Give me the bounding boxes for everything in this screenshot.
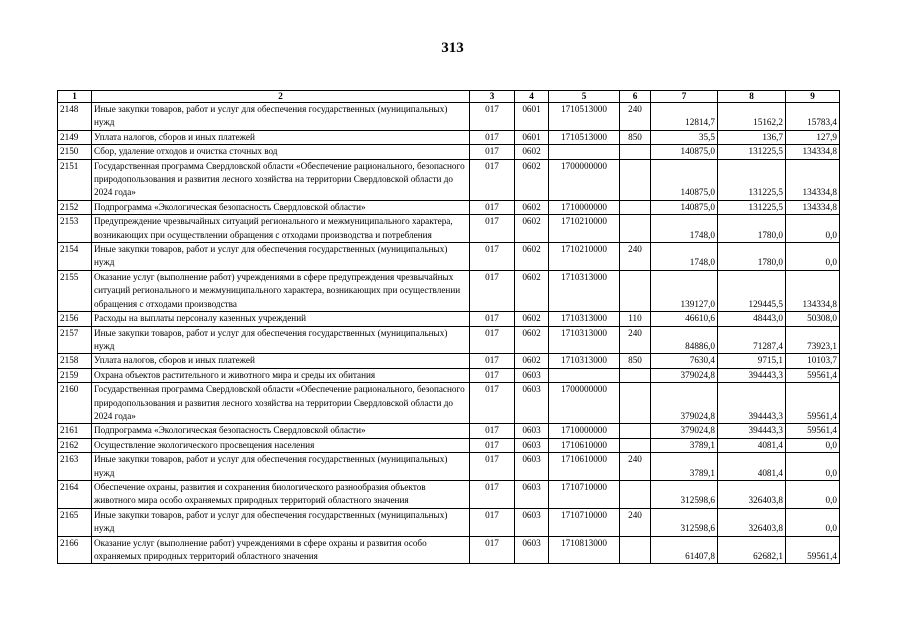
ministry-code-cell: 017 (470, 354, 515, 368)
row-number-cell: 2152 (58, 200, 92, 214)
amount-cell: 379024,8 (651, 368, 718, 382)
amount-cell: 134334,8 (786, 145, 840, 159)
section-code-cell: 0601 (515, 103, 549, 131)
target-article-cell: 1710513000 (549, 130, 620, 144)
amount-cell: 9715,1 (718, 354, 786, 368)
section-code-cell: 0603 (515, 424, 549, 438)
expense-type-cell (620, 159, 651, 200)
target-article-cell: 1710210000 (549, 215, 620, 243)
amount-cell: 73923,1 (786, 326, 840, 354)
row-description-cell: Оказание услуг (выполнение работ) учреждениями в сфере предупреждения чрезвычайных ситуаций регионального и межмуниципального характера, возникающих при осуществлении обращения с отходами производства (92, 270, 470, 311)
amount-cell: 35,5 (651, 130, 718, 144)
amount-cell: 131225,5 (718, 200, 786, 214)
row-description-cell: Иные закупки товаров, работ и услуг для обеспечения государственных (муниципальных) нужд (92, 326, 470, 354)
row-description-cell: Охрана объектов растительного и животного мира и среды их обитания (92, 368, 470, 382)
amount-cell: 7630,4 (651, 354, 718, 368)
ministry-code-cell: 017 (470, 200, 515, 214)
amount-cell: 0,0 (786, 243, 840, 271)
row-description-cell: Осуществление экологического просвещения населения (92, 438, 470, 452)
amount-cell: 0,0 (786, 215, 840, 243)
section-code-cell: 0602 (515, 159, 549, 200)
expense-type-cell (620, 383, 651, 424)
row-number-cell: 2160 (58, 383, 92, 424)
target-article-cell: 1710313000 (549, 326, 620, 354)
target-article-cell: 1710610000 (549, 453, 620, 481)
amount-cell: 394443,3 (718, 383, 786, 424)
row-description-cell: Иные закупки товаров, работ и услуг для обеспечения государственных (муниципальных) нужд (92, 508, 470, 536)
row-number-cell: 2154 (58, 243, 92, 271)
ministry-code-cell: 017 (470, 103, 515, 131)
amount-cell: 1780,0 (718, 215, 786, 243)
expense-type-cell: 240 (620, 103, 651, 131)
amount-cell: 84886,0 (651, 326, 718, 354)
amount-cell: 140875,0 (651, 200, 718, 214)
row-number-cell: 2157 (58, 326, 92, 354)
amount-cell: 1748,0 (651, 243, 718, 271)
row-description-cell: Иные закупки товаров, работ и услуг для обеспечения государственных (муниципальных) нужд (92, 453, 470, 481)
target-article-cell: 1710000000 (549, 200, 620, 214)
target-article-cell (549, 145, 620, 159)
table-row (58, 480, 840, 508)
amount-cell: 136,7 (718, 130, 786, 144)
target-article-cell: 1710313000 (549, 312, 620, 326)
expense-type-cell (620, 368, 651, 382)
table-header-row (58, 91, 840, 103)
column-header: 5 (549, 91, 620, 103)
amount-cell: 1780,0 (718, 243, 786, 271)
page-number: 313 (441, 40, 464, 56)
row-description-cell: Обеспечение охраны, развития и сохранения биологического разнообразия объектов животного мира особо охраняемых природных территорий областного значения (92, 480, 470, 508)
amount-cell: 0,0 (786, 480, 840, 508)
amount-cell: 0,0 (786, 508, 840, 536)
row-description-cell: Оказание услуг (выполнение работ) учреждениями в сфере охраны и развития особо охраняемых природных территорий областного значения (92, 536, 470, 564)
amount-cell: 4081,4 (718, 453, 786, 481)
amount-cell: 134334,8 (786, 200, 840, 214)
section-code-cell: 0602 (515, 200, 549, 214)
table-row (58, 103, 840, 131)
table-row (58, 159, 840, 200)
amount-cell: 3789,1 (651, 453, 718, 481)
section-code-cell: 0603 (515, 508, 549, 536)
column-header: 4 (515, 91, 549, 103)
row-description-cell: Уплата налогов, сборов и иных платежей (92, 354, 470, 368)
row-number-cell: 2158 (58, 354, 92, 368)
expense-type-cell: 240 (620, 243, 651, 271)
table-row (58, 536, 840, 564)
expense-type-cell (620, 215, 651, 243)
amount-cell: 15783,4 (786, 103, 840, 131)
amount-cell: 15162,2 (718, 103, 786, 131)
target-article-cell: 1710210000 (549, 243, 620, 271)
expense-type-cell: 110 (620, 312, 651, 326)
section-code-cell: 0603 (515, 480, 549, 508)
column-header: 9 (786, 91, 840, 103)
row-description-cell: Предупреждение чрезвычайных ситуаций регионального и межмуниципального характера, возникающих при осуществлении обращения с отходами производства и потребления (92, 215, 470, 243)
expense-type-cell (620, 200, 651, 214)
ministry-code-cell: 017 (470, 368, 515, 382)
ministry-code-cell: 017 (470, 438, 515, 452)
amount-cell: 48443,0 (718, 312, 786, 326)
row-description-cell: Иные закупки товаров, работ и услуг для обеспечения государственных (муниципальных) нужд (92, 243, 470, 271)
ministry-code-cell: 017 (470, 145, 515, 159)
amount-cell: 61407,8 (651, 536, 718, 564)
amount-cell: 312598,6 (651, 508, 718, 536)
ministry-code-cell: 017 (470, 508, 515, 536)
amount-cell: 131225,5 (718, 159, 786, 200)
column-header: 8 (718, 91, 786, 103)
amount-cell: 0,0 (786, 438, 840, 452)
row-number-cell: 2148 (58, 103, 92, 131)
row-number-cell: 2153 (58, 215, 92, 243)
column-header: 2 (92, 91, 470, 103)
table-row (58, 200, 840, 214)
amount-cell: 46610,6 (651, 312, 718, 326)
target-article-cell: 1700000000 (549, 383, 620, 424)
section-code-cell: 0602 (515, 354, 549, 368)
ministry-code-cell: 017 (470, 424, 515, 438)
row-description-cell: Расходы на выплаты персоналу казенных учреждений (92, 312, 470, 326)
expense-type-cell: 240 (620, 326, 651, 354)
section-code-cell: 0603 (515, 438, 549, 452)
amount-cell: 71287,4 (718, 326, 786, 354)
section-code-cell: 0602 (515, 145, 549, 159)
amount-cell: 4081,4 (718, 438, 786, 452)
row-description-cell: Подпрограмма «Экологическая безопасность Свердловской области» (92, 200, 470, 214)
expense-type-cell (620, 145, 651, 159)
column-header: 1 (58, 91, 92, 103)
amount-cell: 139127,0 (651, 270, 718, 311)
ministry-code-cell: 017 (470, 130, 515, 144)
row-description-cell: Иные закупки товаров, работ и услуг для обеспечения государственных (муниципальных) нужд (92, 103, 470, 131)
amount-cell: 3789,1 (651, 438, 718, 452)
row-number-cell: 2164 (58, 480, 92, 508)
target-article-cell: 1710513000 (549, 103, 620, 131)
section-code-cell: 0602 (515, 243, 549, 271)
budget-table (57, 90, 840, 564)
expense-type-cell (620, 480, 651, 508)
amount-cell: 10103,7 (786, 354, 840, 368)
ministry-code-cell: 017 (470, 383, 515, 424)
ministry-code-cell: 017 (470, 453, 515, 481)
amount-cell: 0,0 (786, 453, 840, 481)
amount-cell: 140875,0 (651, 159, 718, 200)
row-number-cell: 2149 (58, 130, 92, 144)
expense-type-cell: 850 (620, 130, 651, 144)
table-row (58, 368, 840, 382)
expense-type-cell (620, 424, 651, 438)
amount-cell: 129445,5 (718, 270, 786, 311)
amount-cell: 59561,4 (786, 383, 840, 424)
amount-cell: 379024,8 (651, 383, 718, 424)
expense-type-cell (620, 270, 651, 311)
amount-cell: 1748,0 (651, 215, 718, 243)
expense-type-cell (620, 438, 651, 452)
ministry-code-cell: 017 (470, 326, 515, 354)
section-code-cell: 0603 (515, 368, 549, 382)
table-row (58, 270, 840, 311)
amount-cell: 140875,0 (651, 145, 718, 159)
expense-type-cell (620, 536, 651, 564)
row-number-cell: 2166 (58, 536, 92, 564)
target-article-cell: 1710313000 (549, 354, 620, 368)
row-number-cell: 2163 (58, 453, 92, 481)
amount-cell: 134334,8 (786, 270, 840, 311)
expense-type-cell: 240 (620, 453, 651, 481)
table-row (58, 354, 840, 368)
target-article-cell: 1710313000 (549, 270, 620, 311)
table-row (58, 215, 840, 243)
table-row (58, 508, 840, 536)
row-number-cell: 2165 (58, 508, 92, 536)
ministry-code-cell: 017 (470, 312, 515, 326)
ministry-code-cell: 017 (470, 480, 515, 508)
section-code-cell: 0603 (515, 453, 549, 481)
amount-cell: 127,9 (786, 130, 840, 144)
ministry-code-cell: 017 (470, 270, 515, 311)
column-header: 7 (651, 91, 718, 103)
row-description-cell: Сбор, удаление отходов и очистка сточных вод (92, 145, 470, 159)
amount-cell: 312598,6 (651, 480, 718, 508)
section-code-cell: 0603 (515, 383, 549, 424)
section-code-cell: 0601 (515, 130, 549, 144)
section-code-cell: 0602 (515, 270, 549, 311)
amount-cell: 59561,4 (786, 536, 840, 564)
target-article-cell: 1710813000 (549, 536, 620, 564)
amount-cell: 131225,5 (718, 145, 786, 159)
row-description-cell: Уплата налогов, сборов и иных платежей (92, 130, 470, 144)
amount-cell: 379024,8 (651, 424, 718, 438)
amount-cell: 62682,1 (718, 536, 786, 564)
amount-cell: 394443,3 (718, 424, 786, 438)
section-code-cell: 0603 (515, 536, 549, 564)
column-header: 6 (620, 91, 651, 103)
amount-cell: 326403,8 (718, 508, 786, 536)
table-row (58, 424, 840, 438)
ministry-code-cell: 017 (470, 215, 515, 243)
target-article-cell: 1710710000 (549, 508, 620, 536)
target-article-cell: 1710710000 (549, 480, 620, 508)
ministry-code-cell: 017 (470, 243, 515, 271)
amount-cell: 59561,4 (786, 368, 840, 382)
target-article-cell: 1710610000 (549, 438, 620, 452)
table-row (58, 145, 840, 159)
row-number-cell: 2156 (58, 312, 92, 326)
section-code-cell: 0602 (515, 326, 549, 354)
amount-cell: 59561,4 (786, 424, 840, 438)
amount-cell: 12814,7 (651, 103, 718, 131)
row-description-cell: Государственная программа Свердловской области «Обеспечение рационального, безопасного природопользования и развития лесного хозяйства на территории Свердловской области до 2024 года» (92, 383, 470, 424)
table-row (58, 453, 840, 481)
table-row (58, 130, 840, 144)
row-number-cell: 2155 (58, 270, 92, 311)
target-article-cell: 1700000000 (549, 159, 620, 200)
column-header: 3 (470, 91, 515, 103)
amount-cell: 326403,8 (718, 480, 786, 508)
amount-cell: 134334,8 (786, 159, 840, 200)
target-article-cell (549, 368, 620, 382)
row-number-cell: 2150 (58, 145, 92, 159)
table-row (58, 326, 840, 354)
row-number-cell: 2159 (58, 368, 92, 382)
ministry-code-cell: 017 (470, 536, 515, 564)
row-description-cell: Государственная программа Свердловской области «Обеспечение рационального, безопасного природопользования и развития лесного хозяйства на территории Свердловской области до 2024 года» (92, 159, 470, 200)
row-description-cell: Подпрограмма «Экологическая безопасность Свердловской области» (92, 424, 470, 438)
table-row (58, 438, 840, 452)
table-row (58, 383, 840, 424)
amount-cell: 50308,0 (786, 312, 840, 326)
row-number-cell: 2151 (58, 159, 92, 200)
section-code-cell: 0602 (515, 215, 549, 243)
table-row (58, 243, 840, 271)
row-number-cell: 2162 (58, 438, 92, 452)
target-article-cell: 1710000000 (549, 424, 620, 438)
ministry-code-cell: 017 (470, 159, 515, 200)
expense-type-cell: 850 (620, 354, 651, 368)
section-code-cell: 0602 (515, 312, 549, 326)
amount-cell: 394443,3 (718, 368, 786, 382)
expense-type-cell: 240 (620, 508, 651, 536)
row-number-cell: 2161 (58, 424, 92, 438)
table-row (58, 312, 840, 326)
